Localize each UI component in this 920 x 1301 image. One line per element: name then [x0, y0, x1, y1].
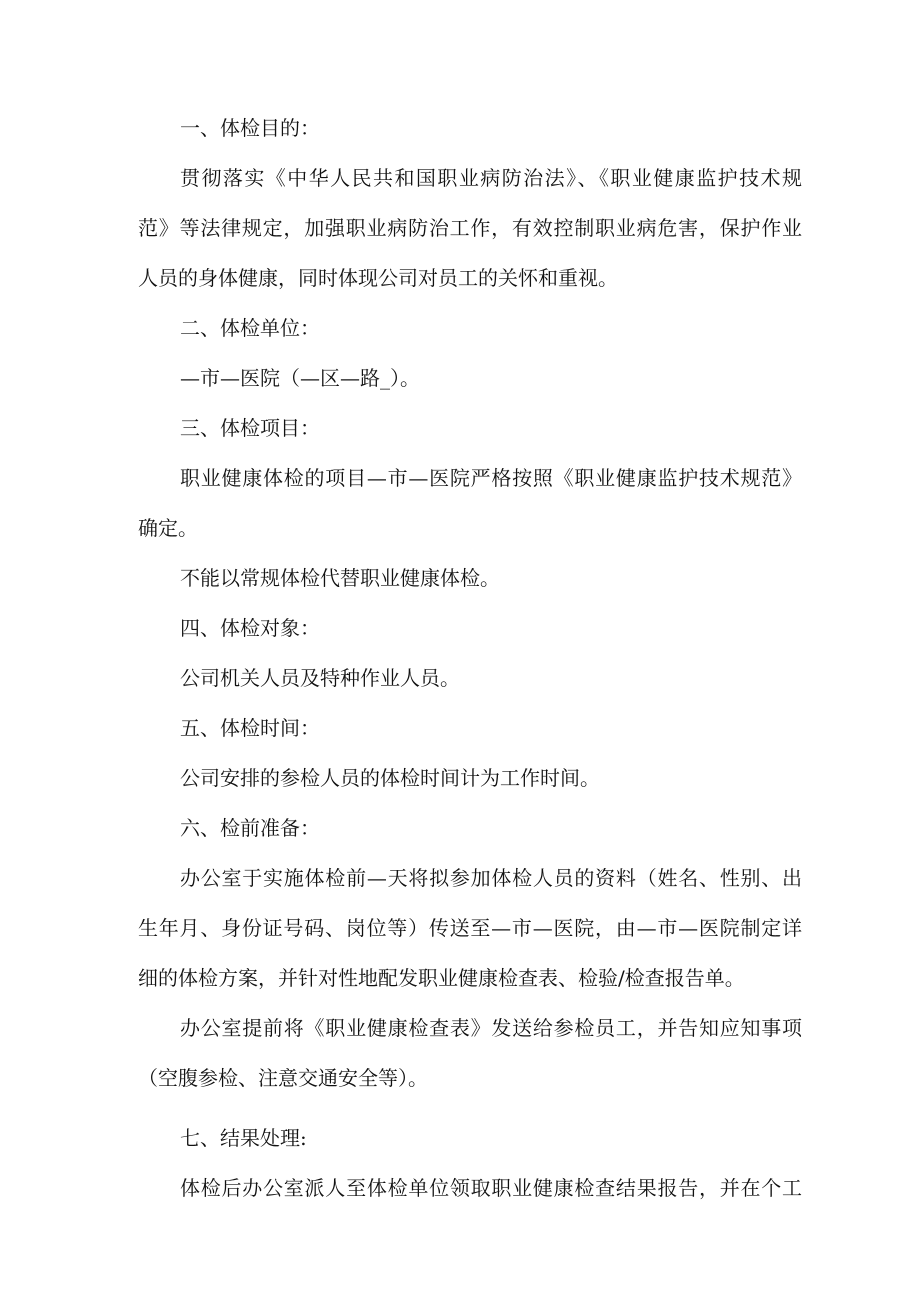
section-2-heading: 二、体检单位： — [180, 316, 320, 340]
section-1-paragraph-line-1: 贯彻落实《中华人民共和国职业病防治法》、《职业健康监护技术规 — [180, 166, 802, 190]
section-1-heading: 一、体检目的： — [180, 116, 320, 140]
section-7-heading: 七、结果处理: — [180, 1126, 307, 1150]
section-6-paragraph-2-line-1: 办公室提前将《职业健康检查表》发送给参检员工，并告知应知事项 — [180, 1016, 802, 1040]
section-6-heading: 六、检前准备： — [180, 816, 320, 840]
section-4-paragraph: 公司机关人员及特种作业人员。 — [180, 666, 460, 690]
section-3-paragraph-line-2: 确定。 — [138, 516, 198, 540]
section-2-paragraph: —市—医院（—区—路_）。 — [180, 366, 420, 390]
section-6-paragraph-1-line-2: 生年月、身份证号码、岗位等）传送至—市—医院，由—市—医院制定详 — [138, 916, 802, 940]
section-7-paragraph-line-1: 体检后办公室派人至体检单位领取职业健康检查结果报告，并在个工 — [180, 1176, 802, 1200]
section-1-paragraph-line-2: 范》等法律规定，加强职业病防治工作，有效控制职业病危害，保护作业 — [138, 216, 802, 240]
section-1-paragraph-line-3: 人员的身体健康，同时体现公司对员工的关怀和重视。 — [138, 266, 618, 290]
section-4-heading: 四、体检对象： — [180, 616, 320, 640]
section-5-heading: 五、体检时间： — [180, 716, 320, 740]
section-3-paragraph-line-1: 职业健康体检的项目—市—医院严格按照《职业健康监护技术规范》 — [180, 466, 802, 490]
section-6-paragraph-1-line-1: 办公室于实施体检前—天将拟参加体检人员的资料（姓名、性别、出 — [180, 866, 802, 890]
section-3-note: 不能以常规体检代替职业健康体检。 — [180, 566, 500, 590]
section-3-heading: 三、体检项目： — [180, 416, 320, 440]
section-6-paragraph-1-line-3: 细的体检方案，并针对性地配发职业健康检查表、检验/检查报告单。 — [138, 966, 745, 990]
section-6-paragraph-2-line-2: （空腹参检、注意交通安全等）。 — [138, 1066, 428, 1090]
section-5-paragraph: 公司安排的参检人员的体检时间计为工作时间。 — [180, 766, 600, 790]
